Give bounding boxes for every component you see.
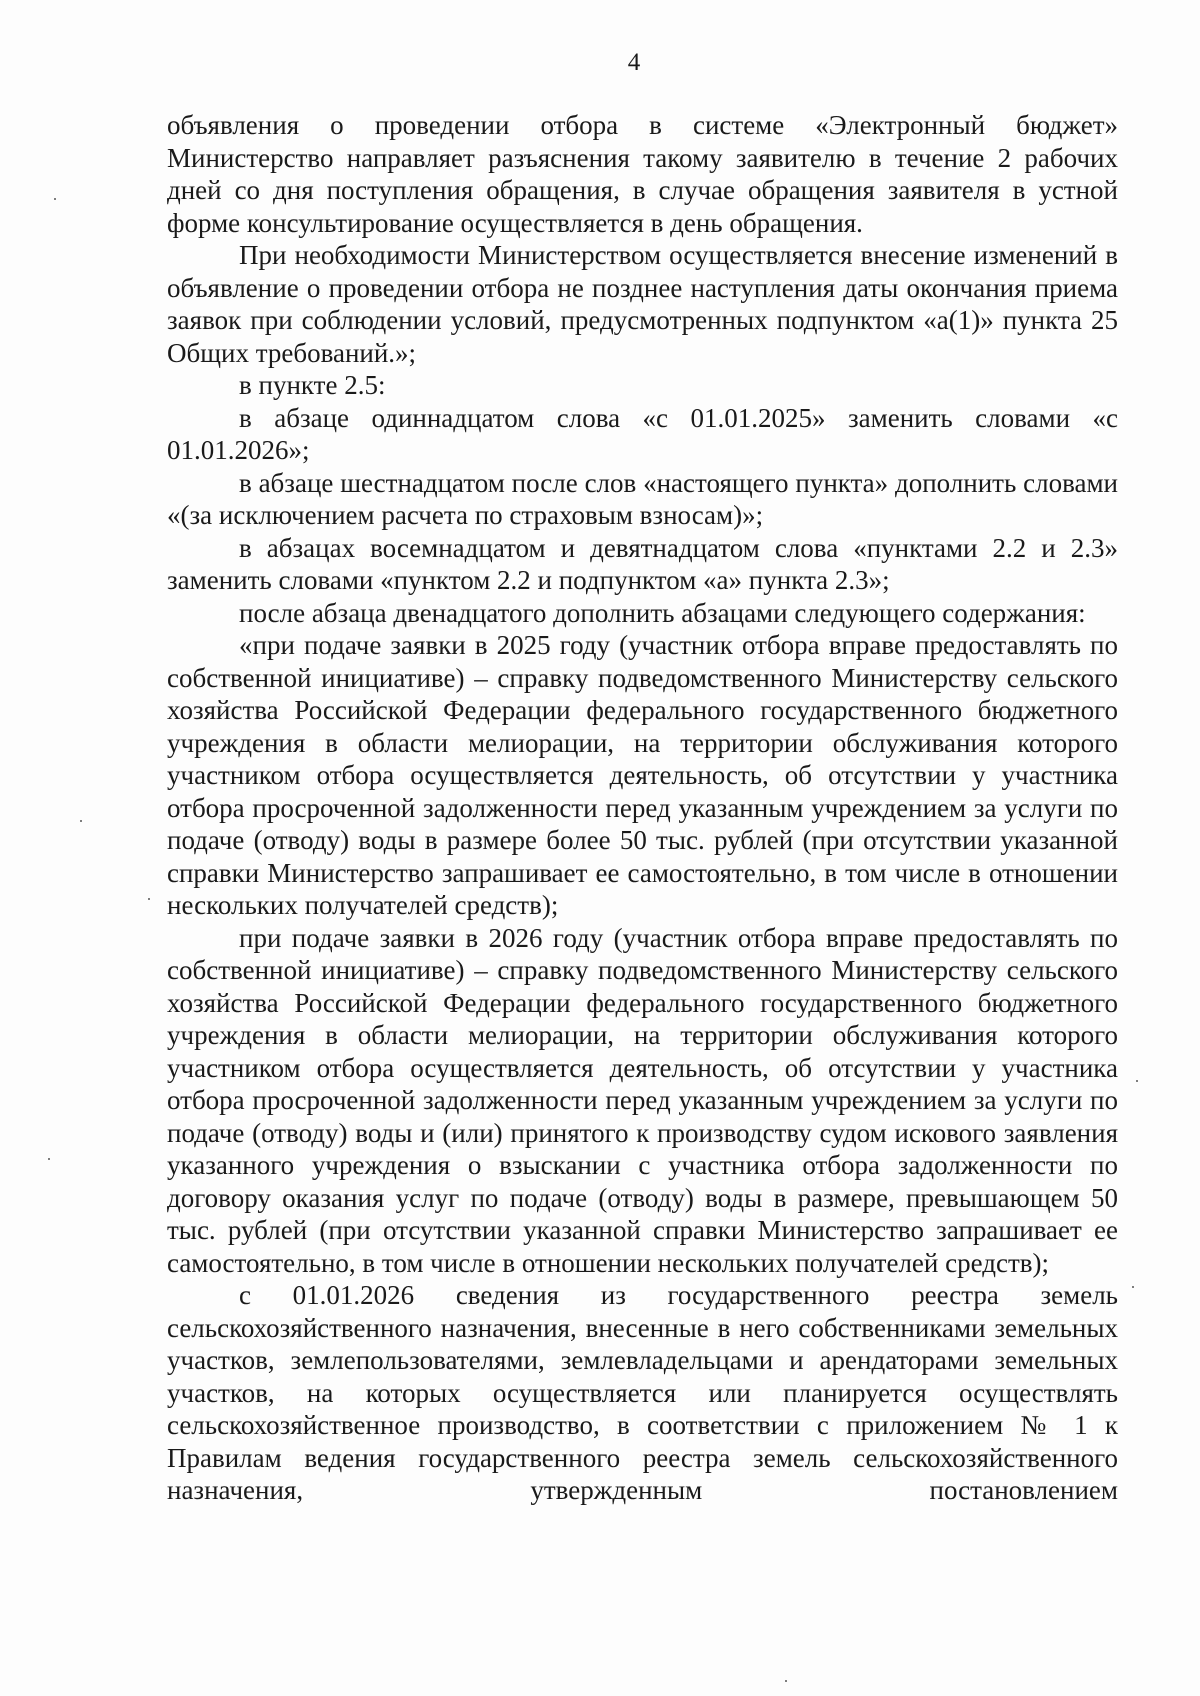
paragraph: в абзаце шестнадцатом после слов «настоящего пункта» дополнить словами «(за исключением расчета по страховым взносам)»; xyxy=(167,467,1118,530)
page-number: 4 xyxy=(627,49,641,76)
scan-speck xyxy=(1132,1286,1134,1288)
scan-speck xyxy=(1136,1080,1138,1082)
paragraph: после абзаца двенадцатого дополнить абзацами следующего содержания: xyxy=(239,597,1086,628)
paragraph: При необходимости Министерством осуществляется внесение изменений в объявление о проведении отбора не позднее наступления даты окончания приема заявок при соблюдении условий, предусмотренных подпунктом «а(1)» пункта 25 Общих требований.»; xyxy=(167,240,1118,368)
paragraph: в пункте 2.5: xyxy=(239,370,386,400)
paragraph: объявления о проведении отбора в системе «Электронный бюджет» Министерство направляет разъяснения такому заявителю в течение 2 рабочих дней со дня поступления обращения, в случае обращения заявителя в устной форме консультирование осуществляется в день обращения. xyxy=(167,110,1118,238)
scan-speck xyxy=(785,1680,787,1682)
scan-speck xyxy=(54,198,56,200)
paragraph: при подаче заявки в 2026 году (участник отбора вправе предоставлять по собственной инициативе) – справку подведомственного Министерству сельского хозяйства Российской Федерации федерального государственного бюджетного учреждения в области мелиорации, на территории обслуживания которого участником отбора осуществляется деятельность, об отсутствии у участника отбора просроченной задолженности перед указанным учреждением за услуги по подаче (отводу) воды и (или) принятого к производству судом искового заявления указанного учреждения о взыскании с участника отбора задолженности по договору оказания услуг по подаче (отводу) воды в размере, превышающем 50 тыс. рублей (при отсутствии указанной справки Министерство запрашивает ее самостоятельно, в том числе в отношении нескольких получателей средств); xyxy=(167,922,1118,1278)
document-body xyxy=(167,109,1118,1507)
paragraph: в абзаце одиннадцатом слова «с 01.01.2025» заменить словами «с 01.01.2026»; xyxy=(167,402,1118,465)
paragraph: «при подаче заявки в 2025 году (участник отбора вправе предоставлять по собственной инициативе) – справку подведомственного Министерству сельского хозяйства Российской Федерации федерального государственного бюджетного учреждения в области мелиорации, на территории обслуживания которого участником отбора осуществляется деятельность, об отсутствии у участника отбора просроченной задолженности перед указанным учреждением за услуги по подаче (отводу) воды в размере более 50 тыс. рублей (при отсутствии указанной справки Министерство запрашивает ее самостоятельно, в том числе в отношении нескольких получателей средств); xyxy=(167,630,1118,920)
paragraph: с 01.01.2026 сведения из государственного реестра земель сельскохозяйственного назначения, внесенные в него собственниками земельных участков, землепользователями, землевладельцами и арендаторами земельных участков, на которых осуществляется или планируется осуществлять сельскохозяйственное производство, в соответствии с приложением № 1 к Правилам ведения государственного реестра земель сельскохозяйственного назначения, утвержденным постановлением xyxy=(167,1280,1118,1505)
scan-speck xyxy=(48,1158,50,1160)
paragraph: в абзацах восемнадцатом и девятнадцатом слова «пунктами 2.2 и 2.3» заменить словами «пунктом 2.2 и подпунктом «а» пункта 2.3»; xyxy=(167,532,1118,595)
scan-speck xyxy=(80,820,82,822)
scan-speck xyxy=(148,898,150,900)
